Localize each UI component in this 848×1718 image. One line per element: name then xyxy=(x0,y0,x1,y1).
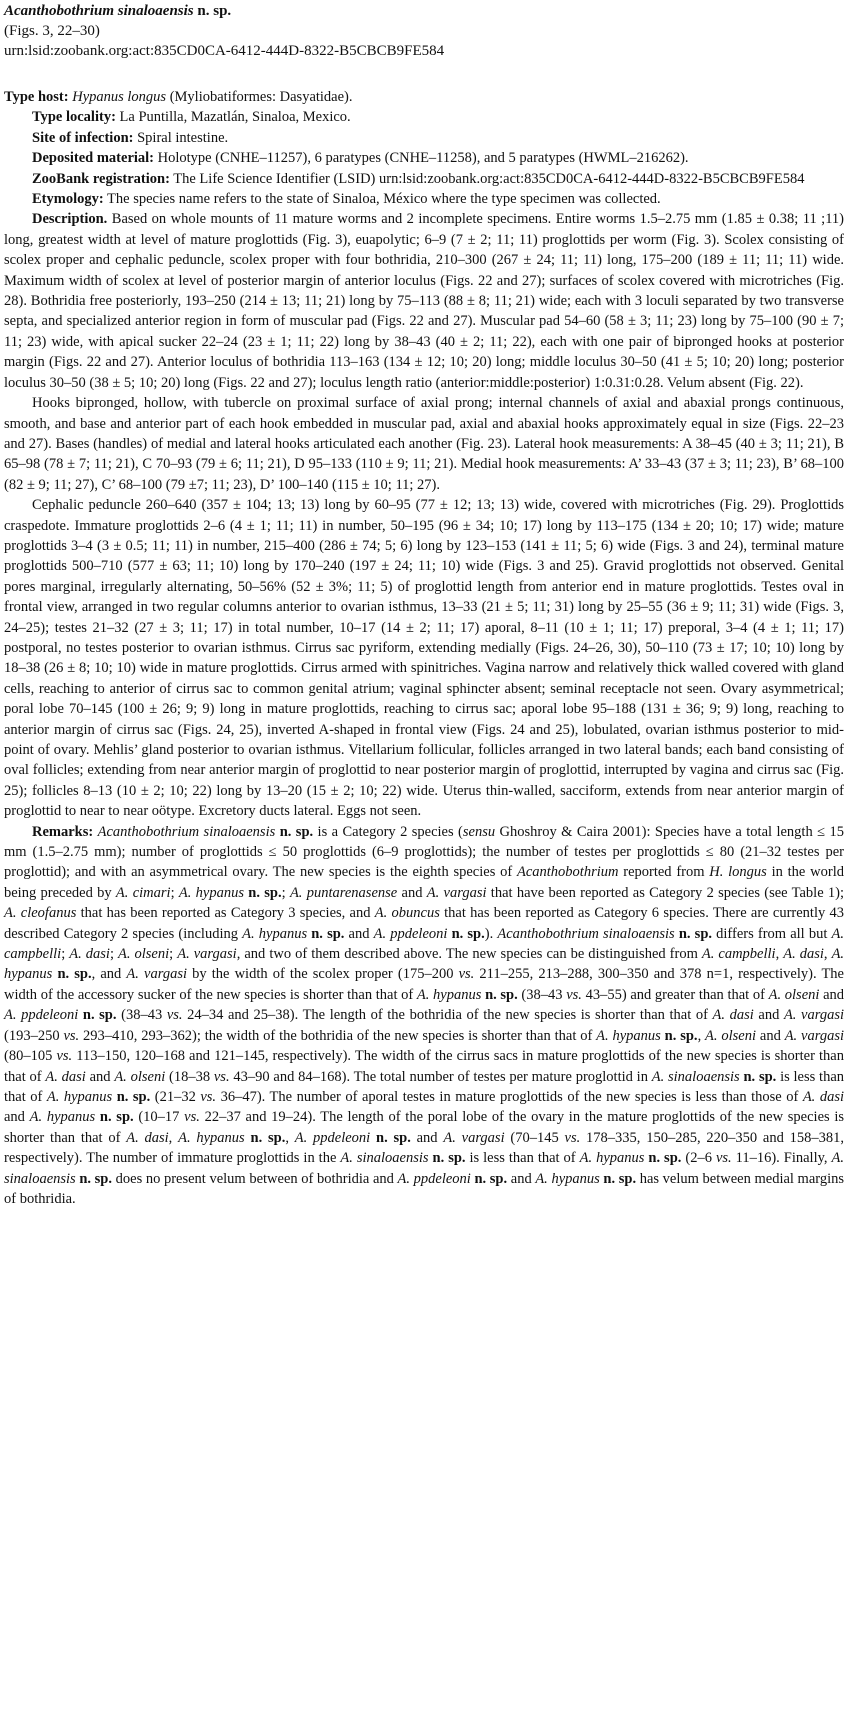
remarks-text: (21–32 xyxy=(150,1088,201,1105)
new-species-mark: n. sp. xyxy=(648,1150,682,1167)
taxon-name: A. cimari xyxy=(115,884,171,901)
deposited-material-label: Deposited material: xyxy=(32,150,155,167)
taxon-name: Acanthobothrium xyxy=(516,864,619,881)
taxon-name: A. vargasi xyxy=(177,946,237,963)
description-label: Description. xyxy=(32,211,108,228)
taxon-name: A. olseni xyxy=(118,946,170,963)
site-of-infection-paragraph xyxy=(4,128,844,148)
remarks-text: ; xyxy=(170,884,179,901)
remarks-text: does no present velum between of bothridia and xyxy=(112,1170,398,1187)
taxon-name: A. hypanus xyxy=(178,884,244,901)
taxon-name: A. ppdeleoni xyxy=(373,925,448,942)
type-locality-label: Type locality: xyxy=(32,109,116,126)
taxon-name: vs. xyxy=(200,1088,217,1105)
species-title xyxy=(4,1,844,21)
remarks-text: ; xyxy=(281,884,290,901)
taxon-name: A. dasi xyxy=(712,1007,754,1024)
remarks-text: reported from xyxy=(618,864,710,881)
remarks-text: is less than that of xyxy=(4,1068,845,1105)
taxon-name: A. dasi xyxy=(126,1129,169,1146)
taxon-name: vs. xyxy=(213,1068,230,1085)
remarks-label: Remarks: xyxy=(32,823,94,840)
taxon-name: A. hypanus xyxy=(596,1027,661,1044)
taxon-name: A. hypanus xyxy=(46,1088,113,1105)
paragraph-text: Spiral intestine. xyxy=(133,129,229,146)
section-gap xyxy=(4,61,844,87)
remarks-text: and xyxy=(819,986,845,1003)
remarks-text: (80–105 xyxy=(4,1048,57,1065)
zoobank-paragraph xyxy=(4,169,844,189)
hooks-paragraph: Hooks bipronged, hollow, with tubercle on proximal surface of axial prong; internal channels of axial and abaxial prongs continuous, smooth, and base and anterior part of each hook embedded in muscular pad, axial and abaxial hooks approximately equal in size (Figs. 22–23 and 27). Bases (handles) of medial and lateral hooks articulated each another (Fig. 23). Lateral hook measurements: A 38–45 (40 ± 3; 11; 21), B 65–98 (78 ± 7; 11; 21), C 70–93 (79 ± 6; 11; 21), D 95–133 (110 ± 9; 11; 21). Medial hook measurements: A’ 33–43 (37 ± 3; 11; 23), B’ 68–100 (82 ± 9; 11; 27), C’ 68–100 (79 ±7; 11; 23), D’ 100–140 (115 ± 10; 11; 27). xyxy=(4,395,844,493)
remarks-text: and xyxy=(344,925,374,942)
type-host-paragraph xyxy=(4,87,844,107)
zoobank-label: ZooBank registration: xyxy=(32,170,170,187)
remarks-text: , xyxy=(775,946,784,963)
new-species-mark: n. sp. xyxy=(197,3,232,19)
remarks-text: 36–47). The number of aporal testes in mature proglottids of the new species is less than those of xyxy=(216,1088,803,1105)
remarks-text: that have been reported as Category 2 species (see Table 1); xyxy=(486,884,845,901)
remarks-text: , xyxy=(697,1027,706,1044)
new-species-mark: n. sp. xyxy=(250,1129,286,1146)
new-species-mark: n. sp. xyxy=(57,966,92,983)
taxon-name: A. campbelli xyxy=(701,946,776,963)
remarks-text: (10–17 xyxy=(133,1109,185,1126)
remarks-text: and xyxy=(397,884,427,901)
remarks-text: (18–38 xyxy=(165,1068,214,1085)
taxon-name: A. ppdeleoni xyxy=(397,1170,471,1187)
deposited-material-paragraph xyxy=(4,148,844,168)
taxon-name: vs. xyxy=(458,966,475,983)
taxon-name: A. dasi xyxy=(69,946,110,963)
species-name: Acanthobothrium sinaloaensis xyxy=(4,3,194,19)
remarks-text: by the width of the scolex proper (175–200 xyxy=(187,966,459,983)
remarks-text: 11–16). Finally, xyxy=(731,1150,832,1167)
new-species-mark: n. sp. xyxy=(603,1170,637,1187)
new-species-mark: n. sp. xyxy=(451,925,485,942)
remarks-text: differs from all but xyxy=(712,925,832,942)
taxon-name: H. longus xyxy=(709,864,767,881)
new-species-mark: n. sp. xyxy=(79,1170,112,1187)
remarks-text: 113–150, 120–168 and 121–145, respectively). The width of the cirrus sacs in mature proglottids of the new species is shorter than that of xyxy=(4,1048,844,1085)
remarks-text: 43–90 and 84–168). The total number of testes per mature proglottid in xyxy=(229,1068,652,1085)
remarks-text: and xyxy=(753,1007,784,1024)
remarks-text: (38–43 xyxy=(116,1007,167,1024)
remarks-text: 211–255, 213–288, 300–350 and 378 n=1, respectively). The width of the accessory sucker of the new species is shorter than that of xyxy=(4,966,844,1003)
taxon-name: A. obuncus xyxy=(374,905,440,922)
taxon-name: A. hypanus xyxy=(242,925,308,942)
taxon-name: A. dasi xyxy=(802,1088,844,1105)
taxon-name: A. ppdeleoni xyxy=(294,1129,371,1146)
remarks-text: has velum between medial margins of bothridia. xyxy=(4,1170,845,1207)
taxon-name: A. ppdeleoni xyxy=(4,1007,79,1024)
taxon-name: A. sinaloaensis xyxy=(651,1068,740,1085)
taxon-name: Acanthobothrium sinaloaensis xyxy=(497,925,675,942)
taxon-name: A. sinaloaensis xyxy=(340,1150,429,1167)
peduncle-proglottids-paragraph: Cephalic peduncle 260–640 (357 ± 104; 13; 13) long by 60–95 (77 ± 12; 13; 13) wide, covered with microtriches (Fig. 29). Proglottids craspedote. Immature proglottids 2–6 (4 ± 1; 11; 11) in number, 50–195 (96 ± 34; 10; 17) long by 113–175 (134 ± 20; 10; 17) wide; mature proglottids 3–4 (3 ± 0.5; 11; 11) in number, 215–400 (286 ± 74; 5; 6) long by 123–153 (141 ± 11; 5; 6) wide (Figs. 3 and 24), terminal mature proglottids 500–710 (577 ± 63; 11; 10) long by 170–240 (197 ± 24; 11; 10) wide (Figs. 3 and 25). Gravid proglottids not observed. Genital pores marginal, irregularly alternating, 50–56% (52 ± 3%; 11; 5) of proglottid length from anterior end in mature proglottids. Testes oval in frontal view, arranged in two regular columns anterior to ovarian isthmus, 13–33 (21 ± 5; 11; 31) long by 25–55 (36 ± 9; 11; 31) wide (Figs. 3, 24–25); testes 21–32 (27 ± 3; 11; 17) in total number, 10–17 (14 ± 2; 11; 17) aporal, 8–11 (10 ± 1; 11; 17) preporal, 3–4 (4 ± 1; 11; 17) postporal, no testes posterior to ovarian isthmus. Cirrus sac pyriform, extending medially (Figs. 24–26, 30), 50–110 (73 ± 17; 10; 10) long by 18–38 (26 ± 8; 10; 10) wide in mature proglottids. Cirrus armed with spinitriches. Vagina narrow and relatively thick walled covered with gland cells, reaching to anterior of cirrus sac to common genital atrium; vaginal sphincter absent; seminal receptacle not seen. Ovary asymmetrical; poral lobe 70–145 (100 ± 26; 9; 9) long in mature proglottids, reaching to cirrus sac; aporal lobe 95–188 (131 ± 36; 9; 9) long, reaching to anterior margin of cirrus sac (Figs. 24, 25), inverted A-shaped in frontal view (Figs. 24 and 25), lobulated, ovarian isthmus posterior to mid-point of ovary. Mehlis’ gland posterior to ovarian isthmus. Vitellarium follicular, follicles arranged in two lateral bands; each band consisting of oval follicles; extending from near anterior margin of proglottid to near posterior margin of proglottid, interrupted by vagina and cirrus sac (Fig. 25); follicles 8–13 (10 ± 2; 10; 22) long by 13–20 (15 ± 2; 10; 22) wide. Uterus thin-walled, sacciform, extends from near anterior margin of proglottid to near to near oötype. Excretory ducts lateral. Eggs not seen. xyxy=(4,497,844,820)
taxon-name: A. olseni xyxy=(705,1027,757,1044)
new-species-mark: n. sp. xyxy=(678,925,713,942)
remarks-text: ). xyxy=(484,925,498,942)
remarks-text: ; xyxy=(169,946,178,963)
remarks-paragraph xyxy=(4,822,844,1210)
remarks-text: , and xyxy=(91,966,127,983)
taxon-name: vs. xyxy=(566,986,582,1003)
remarks-text: (38–43 xyxy=(517,986,567,1003)
new-species-mark: n. sp. xyxy=(99,1109,134,1126)
remarks-text: , xyxy=(285,1129,295,1146)
taxon-name: A. cleofanus xyxy=(4,905,77,922)
taxon-name: A. hypanus xyxy=(416,986,482,1003)
taxon-name: vs. xyxy=(715,1150,732,1167)
species-header xyxy=(4,1,844,61)
remarks-text: is a Category 2 species ( xyxy=(313,823,463,840)
remarks-text: and xyxy=(410,1129,444,1146)
new-species-mark: n. sp. xyxy=(664,1027,698,1044)
taxon-name: vs. xyxy=(564,1129,581,1146)
remarks-text: Ghoshroy & Caira 2001): Species have a total length ≤ 15 mm (1.5–2.75 mm); number of proglottids ≤ 50 proglottids (6–9 proglottids); the number of testes per proglottids ≤ 80 (21–32 testes per proglottid); and with an asymmetrical ovary. The new species is the eighth species of xyxy=(4,823,844,881)
taxon-name: sensu xyxy=(462,823,496,840)
taxon-name: vs. xyxy=(56,1048,73,1065)
remarks-text: ; xyxy=(61,946,70,963)
paragraph-text: Holotype (CNHE–11257), 6 paratypes (CNHE–11258), and 5 paratypes (HWML–216262). xyxy=(154,150,689,167)
taxon-name: A. hypanus xyxy=(178,1129,245,1146)
taxon-name: A. sinaloaensis xyxy=(4,1150,845,1187)
remarks-text: 22–37 and 19–24). The length of the poral lobe of the ovary in the mature proglottids of the new species is shorter than that of xyxy=(4,1109,845,1146)
remarks-text: , xyxy=(168,1129,179,1146)
taxon-name: A. puntarenasense xyxy=(289,884,398,901)
new-species-mark: n. sp. xyxy=(743,1068,777,1085)
type-locality-paragraph xyxy=(4,107,844,127)
paragraph-text: The species name refers to the state of Sinaloa, México where the type specimen was collected. xyxy=(103,191,661,208)
remarks-text: 43–55) and greater than that of xyxy=(581,986,769,1003)
taxon-name: vs. xyxy=(63,1027,80,1044)
remarks-text: , xyxy=(823,946,832,963)
type-host-name: Hypanus longus xyxy=(72,89,167,105)
remarks-text: , and two of them described above. The new species can be distinguished from xyxy=(236,946,702,963)
taxon-name: A. hypanus xyxy=(4,946,845,983)
new-species-mark: n. sp. xyxy=(485,986,518,1003)
paragraph-text: La Puntilla, Mazatlán, Sinaloa, Mexico. xyxy=(115,109,351,126)
taxon-name: A. vargasi xyxy=(126,966,187,983)
taxon-name: A. vargasi xyxy=(784,1027,844,1044)
new-species-mark: n. sp. xyxy=(474,1170,508,1187)
new-species-mark: n. sp. xyxy=(82,1007,117,1024)
figure-reference: (Figs. 3, 22–30) xyxy=(4,23,100,39)
taxon-name: A. vargasi xyxy=(443,1129,505,1146)
new-species-mark: n. sp. xyxy=(311,925,345,942)
remarks-text: and xyxy=(4,1109,30,1126)
taxon-name: A. vargasi xyxy=(426,884,487,901)
taxon-name: A. dasi xyxy=(783,946,824,963)
remarks-text: is less than that of xyxy=(465,1150,580,1167)
remarks-text: in the world being preceded by xyxy=(4,864,844,901)
remarks-text: and xyxy=(85,1068,115,1085)
taxon-name: A. olseni xyxy=(768,986,820,1003)
taxon-name: A. vargasi xyxy=(783,1007,845,1024)
new-species-mark: n. sp. xyxy=(279,823,314,840)
taxon-name: A. hypanus xyxy=(579,1150,645,1167)
remarks-text: (2–6 xyxy=(681,1150,716,1167)
taxon-name: vs. xyxy=(166,1007,183,1024)
taxon-name: A. campbelli xyxy=(4,925,844,963)
taxon-name: Acanthobothrium sinaloaensis xyxy=(97,823,276,840)
new-species-mark: n. sp. xyxy=(376,1129,411,1146)
new-species-mark: n. sp. xyxy=(248,884,282,901)
description-paragraph xyxy=(4,209,844,393)
taxon-name: A. dasi xyxy=(45,1068,86,1085)
remarks-text: ; xyxy=(109,946,118,963)
remarks-text: that has been reported as Category 6 species. There are currently 43 described Category 2 species (including xyxy=(4,905,845,942)
remarks-text: (193–250 xyxy=(4,1027,64,1044)
new-species-mark: n. sp. xyxy=(432,1150,466,1167)
remarks-text: 178–335, 150–285, 220–350 and 158–381, respectively). The number of immature proglottids in the xyxy=(4,1129,845,1167)
type-host-label: Type host: xyxy=(4,89,69,105)
remarks-text: (70–145 xyxy=(504,1129,565,1146)
site-of-infection-label: Site of infection: xyxy=(32,129,134,146)
paragraph-text: Based on whole mounts of 11 mature worms and 2 incomplete specimens. Entire worms 1.5–2.75 mm (1.85 ± 0.38; 11 ;11) long, greatest width at level of mature proglottids (Fig. 3), euapolytic; 6–9 (7 ± 2; 11; 11) proglottids per worm (Fig. 3). Scolex consisting of scolex proper and cephalic peduncle, scolex proper with four bothridia, 210–300 (267 ± 24; 11; 11) long, 175–200 (189 ± 11; 11; 11) wide. Maximum width of scolex at level of posterior margin of anterior loculus (Figs. 22 and 27); surfaces of scolex covered with microtriches (Fig. 28). Bothridia free posteriorly, 193–250 (214 ± 13; 11; 21) long by 75–113 (88 ± 8; 11; 21) wide; each with 3 loculi separated by two transverse septa, and specialized anterior region in form of muscular pad (Figs. 22 and 27). Muscular pad 54–60 (58 ± 3; 11; 23) long by 75–100 (90 ± 7; 11; 23) wide, with apical sucker 22–24 (23 ± 1; 11; 22) long by 38–43 (40 ± 2; 11; 22), each with one pair of bipronged hooks at posterior margin (Figs. 22 and 27). Anterior loculus of bothridia 113–163 (134 ± 12; 10; 20) long; middle loculus 30–50 (41 ± 5; 10; 20) long; posterior loculus 30–50 (38 ± 5; 10; 20) long (Figs. 22 and 27); loculus length ratio (anterior:middle:posterior) 1:0.31:0.28. Velum absent (Fig. 22). xyxy=(4,211,844,391)
etymology-label: Etymology: xyxy=(32,191,104,208)
remarks-text: 24–34 and 25–38). The length of the bothridia of the new species is shorter than that of xyxy=(182,1007,713,1024)
remarks-text: and xyxy=(756,1027,785,1044)
taxon-name: A. hypanus xyxy=(29,1109,96,1126)
paragraph-text: (Myliobatiformes: Dasyatidae). xyxy=(166,89,353,105)
etymology-paragraph xyxy=(4,189,844,209)
taxon-name: A. olseni xyxy=(114,1068,166,1085)
remarks-text: and xyxy=(507,1170,536,1187)
taxon-name: A. hypanus xyxy=(535,1170,600,1187)
new-species-mark: n. sp. xyxy=(116,1088,151,1105)
remarks-text: 293–410, 293–362); the width of the bothridia of the new species is shorter than that of xyxy=(79,1027,597,1044)
lsid-identifier: urn:lsid:zoobank.org:act:835CD0CA-6412-444D-8322-B5CBCB9FE584 xyxy=(4,43,445,59)
remarks-text: that has been reported as Category 3 species, and xyxy=(76,905,375,922)
taxon-name: vs. xyxy=(184,1109,200,1126)
paragraph-text: The Life Science Identifier (LSID) urn:lsid:zoobank.org:act:835CD0CA-6412-444D-8322-B5CBCB9FE584 xyxy=(169,170,805,187)
